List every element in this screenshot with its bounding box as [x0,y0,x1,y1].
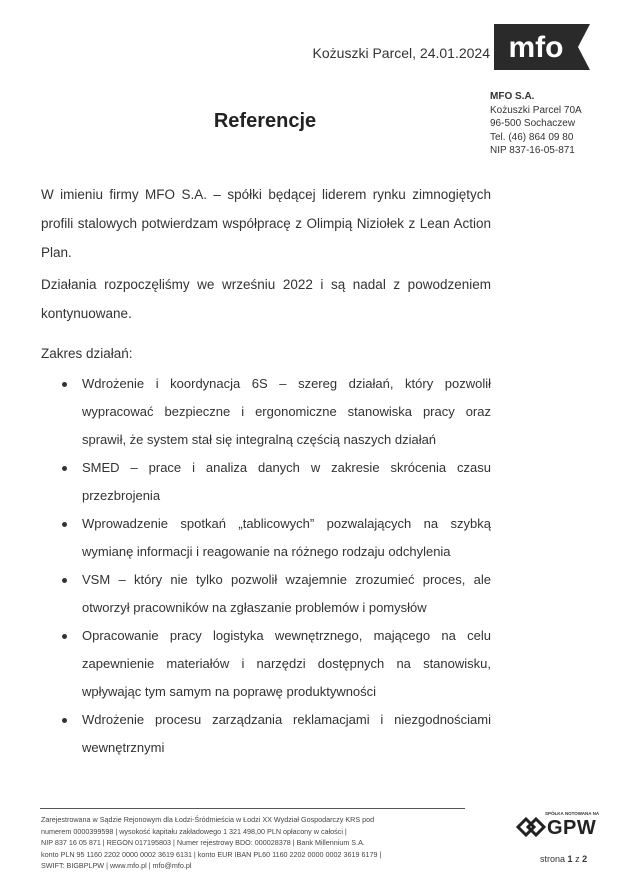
intro-paragraph: W imieniu firmy MFO S.A. – spółki będącej liderem rynku zimnogiętych profili stalowych potwierdzam współpracę z Olimpią Niziołek z Lean Action Plan. [41,187,491,260]
footer-line: numerem 0000399598 | wysokość kapitału zakładowego 1 321 498,00 PLN opłacony w całości | [41,826,347,836]
start-paragraph: Działania rozpoczęliśmy we wrześniu 2022 i są nadal z powodzeniem kontynuowane. [41,277,491,321]
list-item: VSM – który nie tylko pozwolił wzajemnie zrozumieć proces, ale otworzył pracowników na zgłaszanie problemów i pomysłów [41,566,491,622]
scope-heading: Zakres działań: [41,346,133,361]
list-item: Opracowanie pracy logistyka wewnętrznego, mającego na celu zapewnienie materiałów i narzędzi dostępnych na stanowisku, wpływając tym samym na poprawę produktywności [41,622,491,706]
company-address-line1: Kożuszki Parcel 70A [490,104,582,116]
company-nip: NIP 837-16-05-871 [490,145,575,156]
page-current: 1 [567,854,573,864]
gpw-caption: SPÓŁKA NOTOWANA NA [545,811,600,816]
page-total: 2 [582,854,588,864]
page-number [540,854,610,864]
page-separator: z [575,854,580,864]
footer-line: Zarejestrowana w Sądzie Rejonowym dla Łodzi-Śródmieścia w Łodzi XX Wydział Gospodarczy KRS pod [41,815,375,824]
footer-line: NIP 837 16 05 871 | REGON 017195803 | Numer rejestrowy BDO: 000028378 | Bank Millennium S.A. [41,838,365,848]
scope-list [41,370,491,762]
list-item: Wdrożenie i koordynacja 6S – szereg działań, który pozwolił wypracować bezpieczne i ergonomiczne stanowiska pracy oraz sprawił, że system stał się integralną częścią naszych działań [41,370,491,454]
company-address-line2: 96-500 Sochaczew [490,118,576,129]
list-item: SMED – prace i analiza danych w zakresie skrócenia czasu przezbrojenia [41,454,491,510]
document-title: Referencje [213,110,317,132]
footer-line: SWIFT: BIGBPLPW | www.mfo.pl | mfo@mfo.pl [41,861,192,871]
list-item: Wdrożenie procesu zarządzania reklamacjami i niezgodnościami wewnętrznymi [41,706,491,762]
company-address-block [490,90,620,158]
footer-line: konto PLN 95 1160 2202 0000 0002 3619 6131 | konto EUR IBAN PL60 1160 2202 0000 0002 3619 6179 | [41,849,382,859]
footer-registration [41,814,481,872]
company-name: MFO S.A. [490,91,535,102]
list-item: Wprowadzenie spotkań „tablicowych” pozwalających na szybką wymianę informacji i reagowanie na różnego rodzaju odchylenia [41,510,491,566]
gpw-word: GPW [547,817,597,839]
logo-text: mfo [508,31,564,64]
page-prefix: strona [540,854,566,864]
footer-divider [40,808,465,809]
mfo-logo [494,24,590,70]
place-date: Kożuszki Parcel, 24.01.2024 [312,45,490,61]
company-phone: Tel. (46) 864 09 80 [490,131,574,143]
